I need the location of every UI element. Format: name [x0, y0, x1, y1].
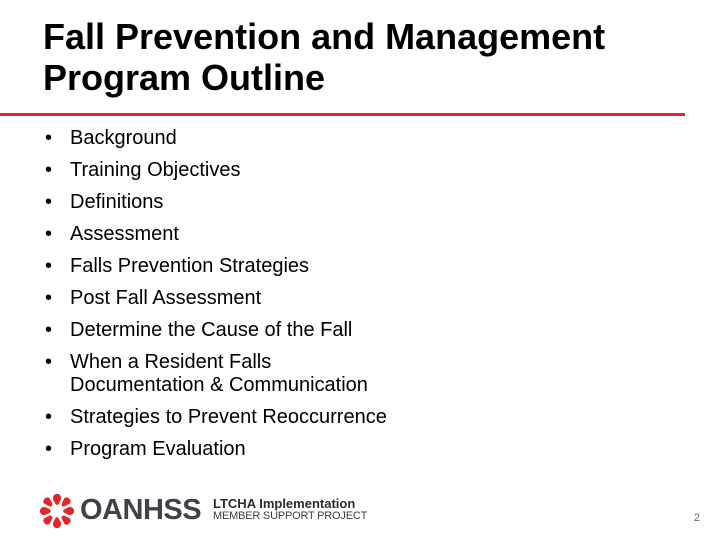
project-subtitle: MEMBER SUPPORT PROJECT [213, 510, 368, 522]
project-title: LTCHA Implementation [213, 496, 356, 511]
bullet-text: Post Fall Assessment [70, 287, 262, 309]
bullet-text: Assessment [70, 223, 179, 245]
bullet-text: Falls Prevention Strategies [70, 255, 310, 277]
bullet-text: Training Objectives [70, 159, 241, 181]
bullet-text: Determine the Cause of the Fall [70, 319, 353, 341]
bullet-dot: • [45, 406, 53, 428]
bullet-dot: • [45, 127, 53, 149]
bullet-dot: • [45, 223, 53, 245]
bullet-dot: • [45, 351, 53, 373]
bullet-dot: • [45, 319, 53, 341]
bullet-dot: • [45, 191, 53, 213]
bullet-item [45, 406, 685, 429]
bullet-dot: • [45, 159, 53, 181]
bullet-item [45, 351, 685, 397]
bullet-text: Background [70, 127, 177, 149]
bullet-text: When a Resident Falls Documentation & Communication [70, 351, 368, 396]
bullet-dot: • [45, 287, 53, 309]
bullet-list [45, 127, 685, 470]
bullet-dot: • [45, 255, 53, 277]
bullet-text: Definitions [70, 191, 164, 213]
bullet-dot: • [45, 438, 53, 460]
bullet-item [45, 191, 685, 214]
footer-branding [38, 488, 368, 530]
bullet-item [45, 438, 685, 461]
bullet-item [45, 127, 685, 150]
title-divider [0, 113, 685, 116]
bullet-item [45, 287, 685, 310]
oanhss-logo-icon [38, 492, 76, 530]
bullet-item [45, 319, 685, 342]
oanhss-wordmark: OANHSS [80, 494, 202, 526]
bullet-text: Program Evaluation [70, 438, 246, 460]
bullet-item [45, 223, 685, 246]
page-number: 2 [693, 512, 700, 524]
bullet-item [45, 255, 685, 278]
bullet-item [45, 159, 685, 182]
bullet-text: Strategies to Prevent Reoccurrence [70, 406, 387, 428]
slide-title: Fall Prevention and Management Program Outline [43, 16, 606, 98]
